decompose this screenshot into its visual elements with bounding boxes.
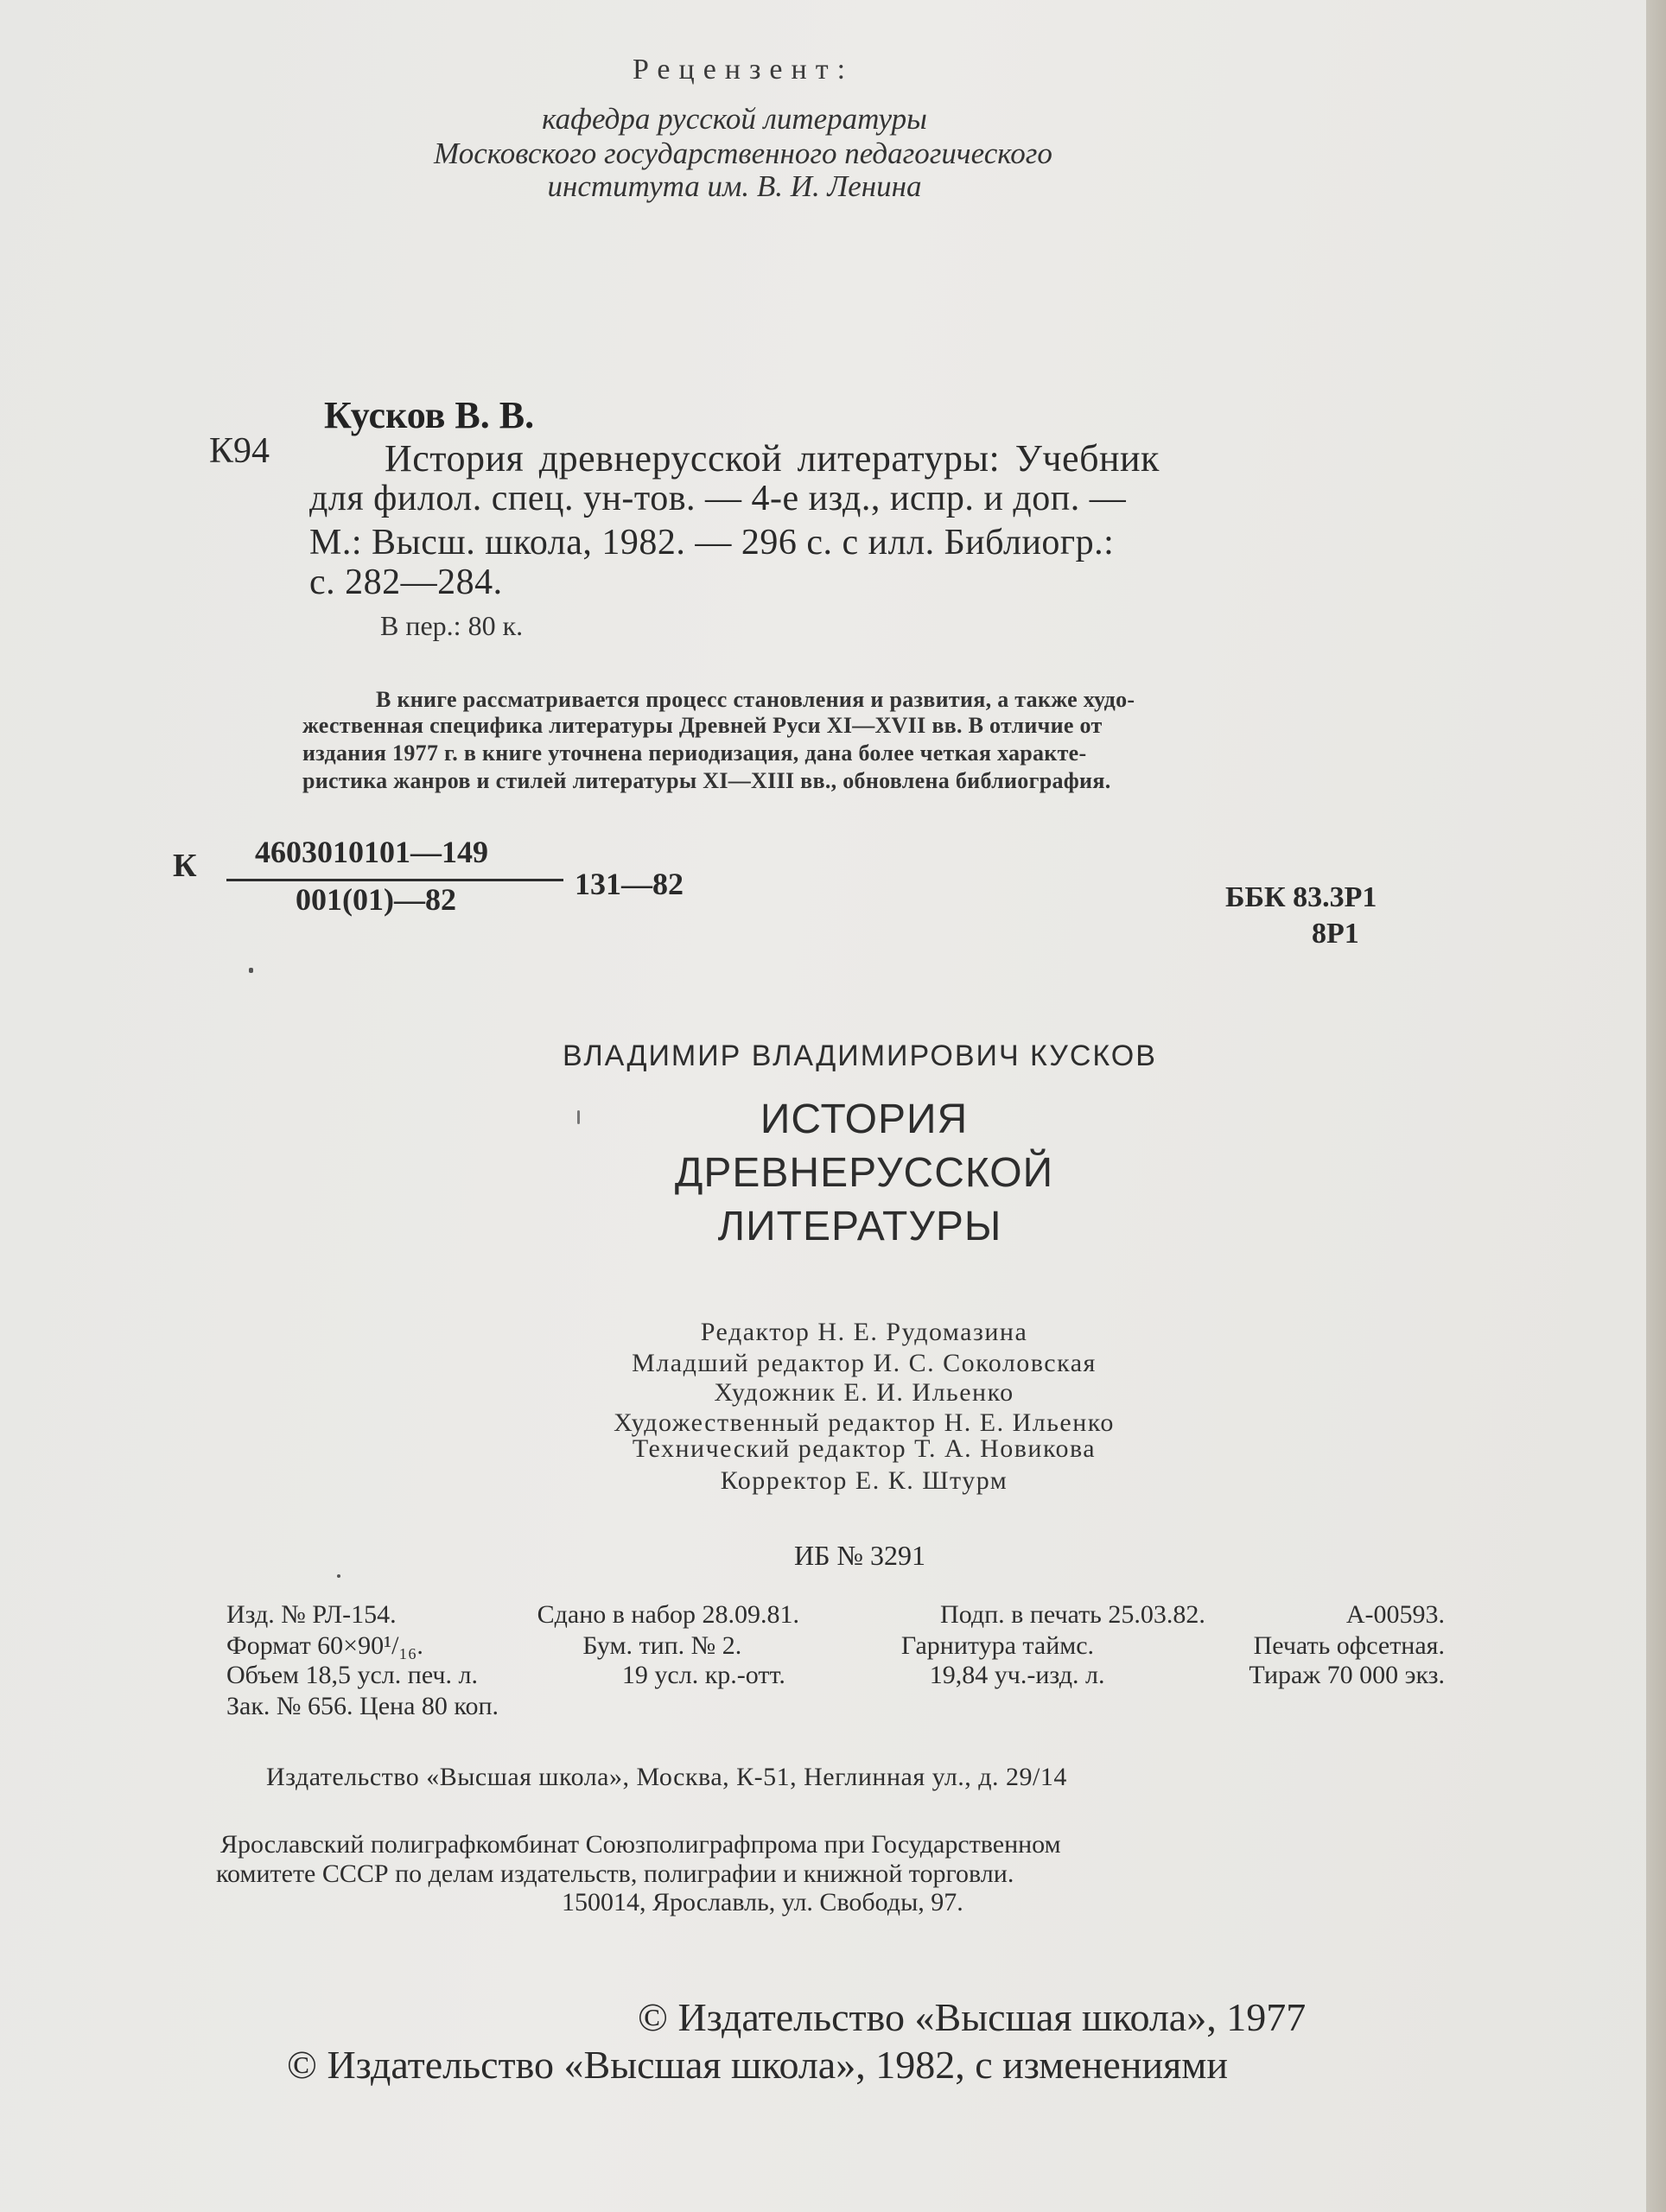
credit-art-editor: Художественный редактор Н. Е. Ильенко [614,1408,1115,1437]
index-side-code: 131—82 [575,867,684,901]
reviewer-line-2: Московского государственного педагогического [434,137,1052,170]
printer-line-3: 150014, Ярославль, ул. Свободы, 97. [562,1888,963,1916]
catalog-line-3: М.: Высш. школа, 1982. — 296 с. с илл. Библиогр.: [309,523,1115,563]
annotation-line-3: издания 1977 г. в книге уточнена периодизация, дана более четкая характе- [302,741,1087,766]
annotation-line-4: ристика жанров и стилей литературы XI—XIII вв., обновлена библиография. [302,768,1111,793]
index-denominator: 001(01)—82 [296,882,456,917]
catalog-line-1: История древнерусской литературы: Учебник [385,437,1160,480]
catalog-line-4: с. 282—284. [309,563,503,602]
tech-cell: Сдано в набор 28.09.81. [537,1600,800,1629]
paper-speck [337,1574,340,1578]
tech-row-1 [226,1600,1445,1630]
tech-cell: 19 усл. кр.-отт. [621,1661,785,1689]
bbk-code: ББК 83.3Р1 [1225,881,1377,913]
catalog-code: К94 [209,431,270,471]
tech-cell: Подп. в печать 25.03.82. [940,1600,1205,1629]
author-full-name: ВЛАДИМИР ВЛАДИМИРОВИЧ КУСКОВ [563,1039,1157,1072]
book-title-line-3: ЛИТЕРАТУРЫ [717,1204,1002,1249]
ib-number: ИБ № 3291 [793,1540,925,1571]
publisher-address: Издательство «Высшая школа», Москва, К-51, Неглинная ул., д. 29/14 [266,1763,1067,1791]
annotation-line-1: В книге рассматривается процесс становления и развития, а также худо- [376,687,1135,712]
catalog-price: В пер.: 80 к. [380,610,524,641]
tech-row-3 [226,1661,1445,1690]
tech-cell: Изд. № РЛ-154. [226,1600,397,1629]
tech-row-4 [226,1692,1445,1721]
tech-cell: Объем 18,5 усл. печ. л. [226,1661,478,1689]
tech-cell: Гарнитура таймс. [900,1631,1095,1660]
annotation-line-2: жественная специфика литературы Древней Руси XI—XVII вв. В отличие от [302,713,1103,738]
printer-line-1: Ярославский полиграфкомбинат Союзполиграфпрома при Государственном [220,1830,1061,1859]
paper-speck [249,968,253,973]
credit-proofreader: Корректор Е. К. Штурм [720,1466,1008,1495]
reviewer-heading: Рецензент: [632,54,855,86]
tech-cell: Тираж 70 000 экз. [1249,1661,1445,1689]
paper-speck [577,1110,580,1124]
credit-editor: Редактор Н. Е. Рудомазина [700,1318,1028,1346]
tech-cell: Зак. № 656. Цена 80 коп. [226,1692,499,1720]
credit-tech-editor: Технический редактор Т. А. Новикова [632,1434,1097,1463]
catalog-author: Кусков В. В. [324,394,535,436]
credit-junior-editor: Младший редактор И. С. Соколовская [632,1349,1097,1377]
book-title-line-1: ИСТОРИЯ [760,1096,969,1142]
tech-cell: Печать офсетная. [1253,1631,1445,1660]
copyright-1977: © Издательство «Высшая школа», 1977 [638,1995,1307,2039]
bbk-code-secondary: 8Р1 [1312,918,1359,950]
reviewer-line-1: кафедра русской литературы [542,102,927,136]
tech-cell: Бум. тип. № 2. [582,1631,742,1660]
book-title-line-2: ДРЕВНЕРУССКОЙ [674,1150,1054,1196]
credit-artist: Художник Е. И. Ильенко [714,1378,1014,1407]
index-numerator: 4603010101—149 [255,835,488,869]
catalog-line-2: для филол. спец. ун-тов. — 4-е изд., испр. и доп. — [309,479,1127,518]
tech-cell: А-00593. [1345,1600,1445,1629]
printer-line-2: комитете СССР по делам издательств, полиграфии и книжной торговли. [216,1859,1014,1888]
tech-cell: 19,84 уч.-изд. л. [929,1661,1105,1689]
page-edge-shadow [1646,0,1666,2212]
reviewer-line-3: института им. В. И. Ленина [547,169,922,203]
copyright-1982: © Издательство «Высшая школа», 1982, с изменениями [287,2043,1228,2087]
tech-row-2 [226,1631,1445,1661]
index-letter: К [173,848,197,884]
tech-cell: Формат 60×90¹/₁₆. [226,1631,423,1660]
